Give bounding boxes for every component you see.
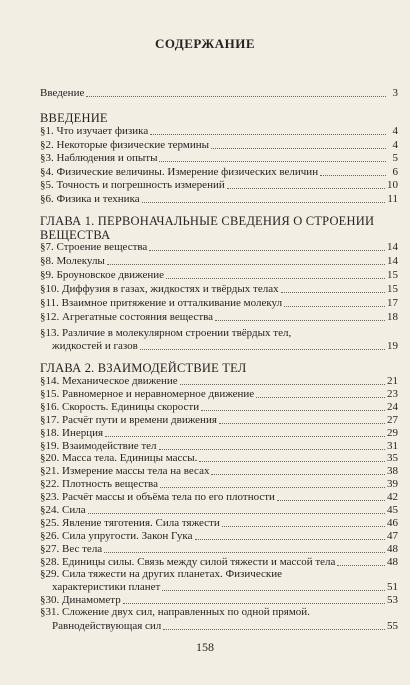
dot-leader <box>105 436 385 437</box>
toc-entry-label: Равнодействующая сил <box>52 620 162 632</box>
toc-entry <box>40 477 398 491</box>
toc-entry-29-line2 <box>52 580 398 594</box>
chapter1-heading-line2: ВЕЩЕСТВА <box>40 228 111 242</box>
toc-entry-page: 48 <box>387 542 398 555</box>
toc-entry <box>40 282 398 296</box>
toc-entry <box>40 296 398 310</box>
toc-entry-31-line2 <box>52 619 398 633</box>
toc-entry <box>40 138 398 152</box>
toc-entry-label: §19. Взаимодействие тел <box>40 439 157 452</box>
toc-entry <box>40 178 398 192</box>
toc-entry-page: 45 <box>387 504 398 516</box>
toc-entry <box>40 387 398 401</box>
toc-entry-label: §23. Расчёт массы и объёма тела по его плотности <box>40 491 275 504</box>
dot-leader <box>211 148 386 149</box>
toc-entry-label: §28. Единицы силы. Связь между силой тяжести и массой тела <box>40 555 336 568</box>
toc-entry-page: 47 <box>387 529 398 542</box>
toc-entry-label: §16. Скорость. Единицы скорости <box>40 400 200 413</box>
dot-leader <box>163 629 385 630</box>
toc-entry-page: 15 <box>387 268 398 281</box>
dot-leader <box>256 397 385 398</box>
toc-entry-label: §4. Физические величины. Измерение физических величин <box>40 165 319 178</box>
toc-entry <box>40 451 398 465</box>
toc-entry-page: 17 <box>387 296 398 309</box>
dot-leader <box>320 175 386 176</box>
toc-entry-page: 29 <box>387 426 398 439</box>
toc-entry <box>40 374 398 388</box>
dot-leader <box>86 96 386 97</box>
toc-entry-label: §15. Равномерное и неравномерное движение <box>40 387 255 400</box>
toc-entry-label: жидкостей и газов <box>52 340 138 352</box>
toc-entry-13-line1: §13. Различие в молекулярном строении твёрдых тел, <box>40 327 292 339</box>
toc-entry-page: 18 <box>387 310 398 323</box>
chapter2-heading: ГЛАВА 2. ВЗАИМОДЕЙСТВИЕ ТЕЛ <box>40 361 247 375</box>
toc-entry <box>40 516 398 530</box>
toc-entry-page: 46 <box>387 516 398 529</box>
dot-leader <box>150 134 386 135</box>
toc-entry <box>40 555 398 569</box>
toc-entry-label: §11. Взаимное притяжение и отталкивание молекул <box>40 296 283 309</box>
toc-entry-label: §26. Сила упругости. Закон Гука <box>40 529 193 542</box>
toc-entry <box>40 151 398 165</box>
toc-entry-page: 4 <box>392 138 398 151</box>
dot-leader <box>123 603 385 604</box>
page-number: 158 <box>196 640 214 654</box>
toc-entry-label: §17. Расчёт пути и времени движения <box>40 413 217 426</box>
toc-entry <box>40 165 398 179</box>
toc-entry-31-line1: §31. Сложение двух сил, направленных по одной прямой. <box>40 606 310 618</box>
dot-leader <box>211 474 385 475</box>
dot-leader <box>159 449 385 450</box>
toc-entry <box>40 400 398 414</box>
toc-entry-label: §27. Вес тела <box>40 542 103 555</box>
toc-entry-page: 42 <box>387 491 398 504</box>
toc-entry-page: 6 <box>392 165 398 178</box>
toc-entry-label: §30. Динамометр <box>40 594 121 606</box>
toc-entry-label: §10. Диффузия в газах, жидкостях и твёрдых телах <box>40 282 279 295</box>
toc-entry-label: §20. Масса тела. Единицы массы. <box>40 452 198 465</box>
toc-entry-page: 35 <box>387 452 398 465</box>
dot-leader <box>222 526 385 527</box>
toc-entry-13-line2 <box>52 339 398 353</box>
toc-entry-label: §6. Физика и техника <box>40 193 140 205</box>
toc-entry-page: 27 <box>387 413 398 426</box>
toc-entry <box>40 310 398 324</box>
toc-entry-page: 39 <box>387 478 398 491</box>
toc-entry-label: §2. Некоторые физические термины <box>40 138 209 151</box>
toc-entry <box>40 124 398 138</box>
toc-entry-label: §7. Строение вещества <box>40 241 148 253</box>
dot-leader <box>281 292 385 293</box>
toc-entry-label: §25. Явление тяготения. Сила тяжести <box>40 516 220 529</box>
toc-entry <box>40 240 398 254</box>
toc-entry-page: 23 <box>387 387 398 400</box>
toc-entry-page: 10 <box>387 179 398 192</box>
toc-entry-label: §9. Броуновское движение <box>40 268 165 281</box>
toc-entry <box>40 268 398 282</box>
toc-entry <box>40 464 398 478</box>
dot-leader <box>159 161 386 162</box>
toc-entry-page: 53 <box>387 594 398 606</box>
chapter1-heading-line1: ГЛАВА 1. ПЕРВОНАЧАЛЬНЫЕ СВЕДЕНИЯ О СТРОЕНИИ <box>40 214 375 228</box>
toc-entry-page: 21 <box>387 375 398 387</box>
toc-entry <box>40 192 398 206</box>
toc-entry-page: 15 <box>387 282 398 295</box>
page-title: СОДЕРЖАНИЕ <box>154 36 256 51</box>
toc-entry-page: 19 <box>387 340 398 352</box>
toc-entry <box>40 254 398 268</box>
toc-entry-page: 55 <box>387 620 398 632</box>
toc-entry-label: §8. Молекулы <box>40 254 105 267</box>
toc-entry-page: 48 <box>387 555 398 568</box>
toc-entry <box>40 413 398 427</box>
dot-leader <box>201 410 385 411</box>
dot-leader <box>284 306 385 307</box>
dot-leader <box>219 423 385 424</box>
dot-leader <box>277 500 385 501</box>
toc-entry-label: §24. Сила <box>40 504 86 516</box>
toc-entry-page: 5 <box>392 152 398 165</box>
dot-leader <box>149 250 385 251</box>
dot-leader <box>140 349 385 350</box>
toc-entry-label: §22. Плотность вещества <box>40 478 158 491</box>
toc-entry-page: 4 <box>392 125 398 137</box>
dot-leader <box>162 590 385 591</box>
toc-entry <box>40 503 398 517</box>
toc-entry <box>40 490 398 504</box>
toc-entry-label: §14. Механическое движение <box>40 375 178 387</box>
toc-entry-page: 14 <box>387 254 398 267</box>
dot-leader <box>88 513 385 514</box>
toc-entry-label: §3. Наблюдения и опыты <box>40 152 158 165</box>
dot-leader <box>107 264 385 265</box>
toc-entry <box>40 439 398 453</box>
dot-leader <box>215 320 385 321</box>
toc-entry-29-line1: §29. Сила тяжести на других планетах. Физические <box>40 568 282 580</box>
dot-leader <box>227 188 385 189</box>
toc-entry-label: §21. Измерение массы тела на весах <box>40 465 210 478</box>
dot-leader <box>180 384 385 385</box>
toc-entry-intro <box>40 86 398 100</box>
dot-leader <box>166 278 385 279</box>
dot-leader <box>337 565 385 566</box>
toc-entry-30 <box>40 593 398 607</box>
toc-entry-label: §18. Инерция <box>40 426 104 439</box>
toc-entry <box>40 426 398 440</box>
section-heading-intro: ВВЕДЕНИЕ <box>40 111 108 125</box>
toc-entry-page: 31 <box>387 439 398 452</box>
toc-entry-page: 24 <box>387 400 398 413</box>
dot-leader <box>199 461 385 462</box>
toc-entry-label: §5. Точность и погрешность измерений <box>40 179 225 192</box>
toc-entry-page: 11 <box>387 193 398 205</box>
toc-entry-label: §1. Что изучает физика <box>40 125 149 137</box>
toc-entry-page: 51 <box>387 581 398 593</box>
toc-entry-label: характеристики планет <box>52 581 161 593</box>
toc-entry-page: 3 <box>392 87 398 99</box>
dot-leader <box>195 539 386 540</box>
toc-entry-page: 38 <box>387 465 398 478</box>
toc-entry-label: Введение <box>40 87 85 99</box>
toc-entry <box>40 529 398 543</box>
toc-entry <box>40 542 398 556</box>
dot-leader <box>142 202 386 203</box>
dot-leader <box>160 487 385 488</box>
dot-leader <box>104 552 385 553</box>
toc-entry-label: §12. Агрегатные состояния вещества <box>40 310 214 323</box>
toc-entry-page: 14 <box>387 241 398 253</box>
